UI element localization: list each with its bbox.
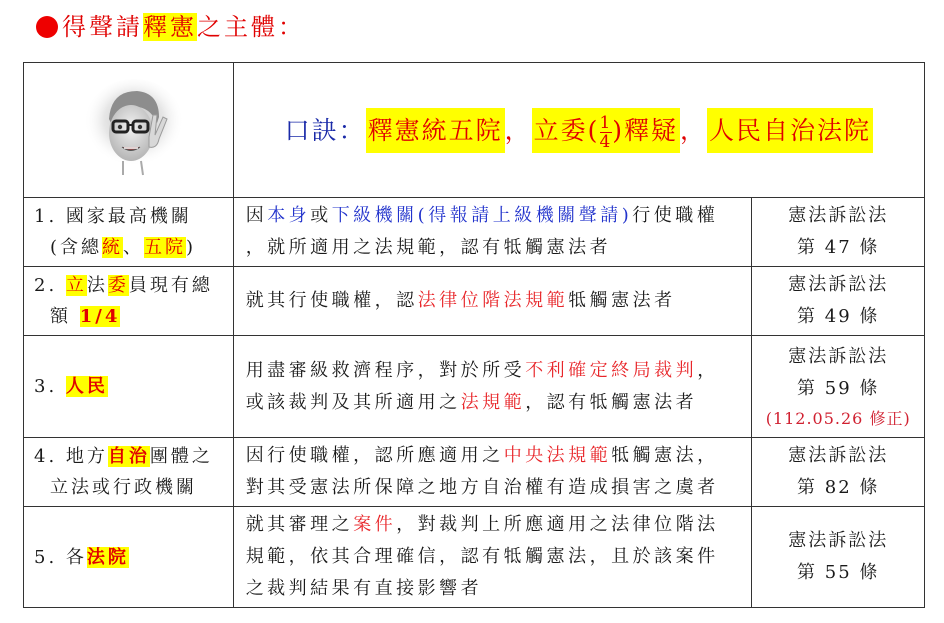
text-fragment: 員現有總 [128,275,213,296]
text-fragment: 、 [123,237,145,258]
title-suffix: 之主體： [197,13,305,41]
condition-line: 對其受憲法所保障之地方自治權有造成損害之虞者 [245,477,719,498]
text-fragment: 4. 地方 [34,446,108,467]
subject-cell [24,336,234,438]
law-name: 憲法訴訟法 [788,530,889,551]
blue-text: 本身 [267,205,311,226]
red-text: 案件 [353,514,397,535]
law-cell [752,198,925,267]
law-name: 憲法訴訟法 [788,445,889,466]
motto-part-2a: 立委( [533,115,600,145]
text-fragment: ，認有牴觸憲法者 [525,391,698,413]
subject-line [34,371,233,402]
header-row [24,63,925,198]
motto-cell [233,63,924,198]
text-fragment: 就其審理之 [245,514,354,535]
subject-line [34,441,233,472]
condition-line [246,355,752,387]
motto-part-2 [532,108,680,153]
highlight-text: 自治 [107,446,150,467]
condition-line [246,440,752,472]
table-row [24,267,925,336]
condition-cell [233,438,752,507]
portrait-cell [24,63,234,198]
law-article: 第 59 條 [797,377,880,399]
red-text: 法律位階法規範 [417,290,569,311]
subject-cell [24,267,234,336]
condition-line: 之裁判結果有直接影響者 [245,578,483,599]
condition-line [246,509,752,541]
text-fragment: ，對裁判上所應適用之法律位階法 [396,514,719,535]
highlight-text: 人民 [65,376,108,397]
highlight-text: 法院 [86,546,129,568]
law-article: 第 49 條 [797,306,880,327]
law-name: 憲法訴訟法 [788,274,889,295]
law-article: 第 47 條 [797,237,880,258]
text-fragment: 因行使職權，認所應適用之 [245,445,504,466]
motto-label: 口訣： [284,115,366,145]
highlight-text: 統 [102,237,124,258]
condition-line [246,387,752,419]
text-fragment: 或 [310,205,332,226]
text-fragment: 5. 各 [34,546,87,568]
law-name: 憲法訴訟法 [788,205,889,226]
portrait-sketch-icon [79,77,189,185]
condition-cell [233,198,752,267]
red-text: 法規範 [460,391,526,413]
text-fragment: 牴觸憲法者 [568,290,676,311]
table-row [24,438,925,507]
text-fragment: 就其行使職權，認 [245,290,418,311]
motto-part-2b: )釋疑 [612,115,679,145]
law-cell [752,336,925,438]
red-bullet-icon [36,16,58,38]
subject-line [34,270,233,301]
table-row [24,198,925,267]
title-highlight: 釋憲 [143,13,197,41]
motto-separator: ， [504,115,532,145]
petitioner-table [23,62,925,608]
slide-title [36,10,305,44]
text-fragment: 牴觸憲法， [611,445,719,466]
text-fragment: 2. [34,275,66,296]
red-text: 中央法規範 [503,445,612,466]
motto-part-3: 人民自治法院 [707,108,873,153]
subject-line: 1. 國家最高機關 [34,206,192,227]
condition-line: 規範，依其合理確信，認有牴觸憲法，且於該案件 [245,546,719,567]
condition-line [246,285,752,317]
table-row [24,336,925,438]
fraction-denominator: 4 [599,131,613,152]
text-fragment: 3. [34,376,66,397]
subject-cell [24,438,234,507]
fraction-one-quarter [599,112,613,152]
text-fragment: ， [697,359,719,381]
text-fragment: 行使職權 [632,205,719,226]
motto-separator: ， [680,115,708,145]
fraction-numerator: 1 [599,112,613,133]
table-row [24,507,925,608]
law-article: 第 82 條 [797,477,880,498]
condition-line: ，就所適用之法規範，認有牴觸憲法者 [245,237,612,258]
law-cell [752,267,925,336]
red-text: 不利確定終局裁判 [525,359,698,381]
text-fragment: 因 [245,205,268,226]
subject-cell [24,198,234,267]
subject-line [34,542,233,573]
mnemonic [234,111,924,150]
text-fragment: (含總 [50,237,103,258]
law-name: 憲法訴訟法 [788,345,889,367]
law-cell [752,507,925,608]
condition-cell [233,507,752,608]
subject-line: 立法或行政機關 [50,477,197,498]
text-fragment: ) [186,237,197,258]
subject-cell [24,507,234,608]
subject-line [34,232,196,263]
condition-cell [233,267,752,336]
highlight-text: 立 [65,275,87,296]
amendment-note: (112.05.26 修正) [765,408,911,428]
subject-line [34,301,120,332]
text-fragment: 或該裁判及其所適用之 [245,391,461,413]
text-fragment: 團體之 [149,446,213,467]
highlight-text: 1/4 [79,306,121,327]
law-cell [752,438,925,507]
portrait-image [24,63,233,197]
condition-line [246,200,752,232]
text-fragment: 額 [50,306,80,327]
highlight-text: 五院 [144,237,187,258]
law-article: 第 55 條 [797,562,880,583]
text-fragment: 法 [86,275,108,296]
text-fragment: 用盡審級救濟程序，對於所受 [245,359,526,381]
highlight-text: 委 [107,275,129,296]
condition-cell [233,336,752,438]
title-prefix: 得聲請 [62,13,143,41]
blue-text: 下級機關(得報請上級機關聲請) [331,205,633,226]
motto-part-1: 釋憲統五院 [366,108,505,153]
